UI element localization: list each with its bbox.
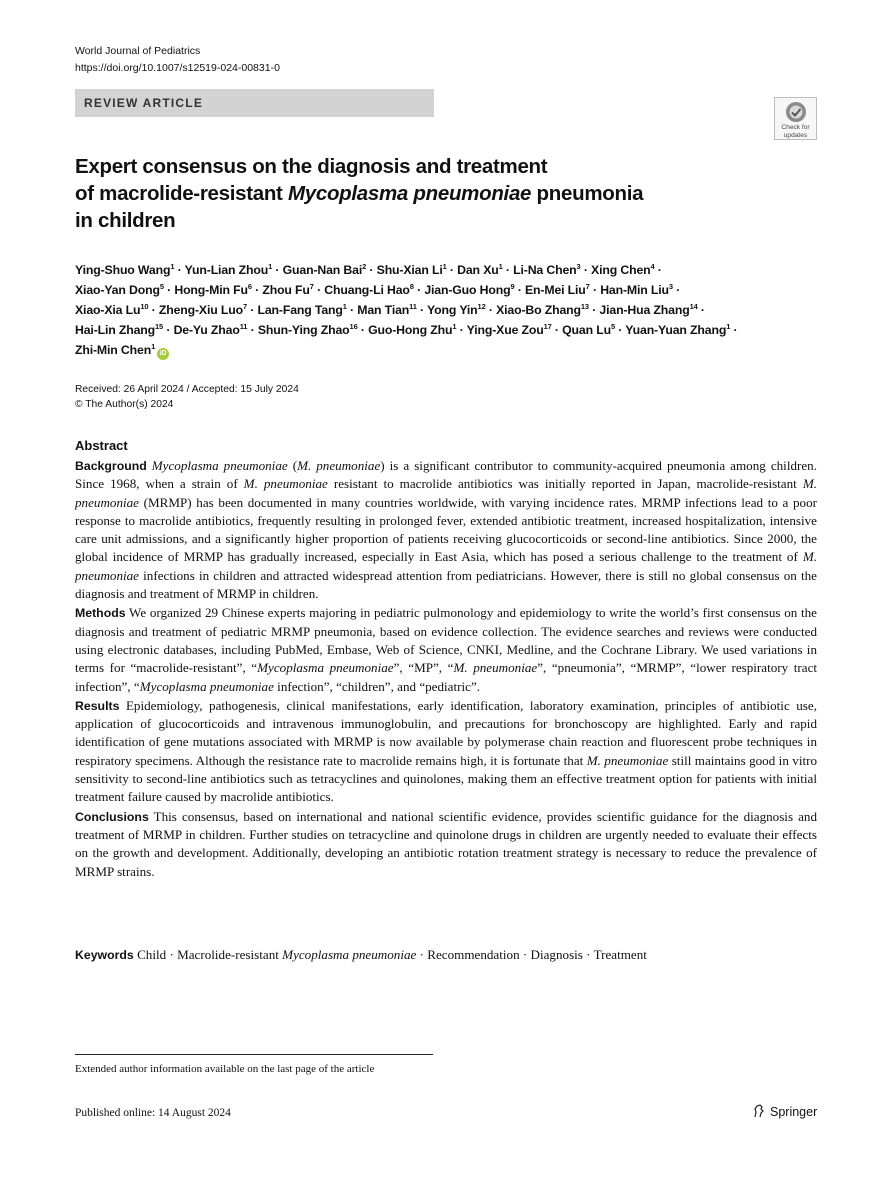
check-for-updates-line1: Check for xyxy=(781,124,810,131)
author-affiliation-number: 12 xyxy=(477,302,486,311)
author-name: Jian-Guo Hong xyxy=(424,283,511,297)
author-separator: · xyxy=(357,323,369,337)
author-separator: · xyxy=(615,323,626,337)
publisher-logo xyxy=(752,1104,817,1120)
author-separator: · xyxy=(588,303,600,317)
published-online-date: Published online: 14 August 2024 xyxy=(75,1107,231,1119)
author-separator: · xyxy=(346,303,358,317)
author-affiliation-number: 1 xyxy=(268,262,273,271)
author-affiliation-number: 5 xyxy=(610,322,615,331)
abstract-text-fragment: M. pneumoniae xyxy=(297,458,381,473)
abstract-text-fragment: M. pneumoniae xyxy=(75,549,817,583)
abstract-section-background xyxy=(75,457,817,603)
keyword-fragment: Mycoplasma pneumoniae xyxy=(282,947,417,962)
author-affiliation-number: 1 xyxy=(726,322,731,331)
author-line xyxy=(75,280,835,300)
author-separator: · xyxy=(163,323,174,337)
author-name: De-Yu Zhao xyxy=(173,323,240,337)
abstract-text-fragment: This consensus, based on international and national scientific evidence, provides scientific guidance for the diagnosis and treatment of MRMP in children. Further studies on tetracycline and quinolone drugs in children are urgently needed to evaluate their effects on the growth and development. Additionally, developing an antibiotic rotation treatment strategy is necessary to reduce the prevalence of MRMP strains. xyxy=(75,808,817,879)
abstract-text-fragment: M. pneumoniae xyxy=(243,476,328,492)
title-line-2 xyxy=(75,180,695,207)
author-name: Hai-Lin Zhang xyxy=(75,323,156,337)
abstract-body xyxy=(75,457,817,882)
author-affiliation-number: 1 xyxy=(170,262,175,271)
abstract-text-fragment: ( xyxy=(287,458,298,473)
author-name: Zheng-Xiu Luo xyxy=(158,303,243,317)
author-separator: · xyxy=(502,263,514,277)
abstract-section-label: Results xyxy=(75,698,120,713)
author-name: Quan Lu xyxy=(562,323,611,337)
author-name: Hong-Min Fu xyxy=(174,283,248,297)
author-affiliation-number: 1 xyxy=(442,262,447,271)
abstract-text-fragment: resistant to macrolide antibiotics was initially reported in Japan, macrolide-resistant xyxy=(327,476,803,492)
author-name: Shun-Ying Zhao xyxy=(257,323,350,337)
author-name: Li-Na Chen xyxy=(513,263,577,277)
author-separator: · xyxy=(551,323,563,337)
author-name: Xiao-Bo Zhang xyxy=(496,303,581,317)
author-name: Yun-Lian Zhou xyxy=(184,263,269,277)
author-affiliation-number: 15 xyxy=(155,322,164,331)
article-type-label: REVIEW ARTICLE xyxy=(75,89,434,117)
author-separator: · xyxy=(580,263,592,277)
abstract-heading: Abstract xyxy=(75,438,128,453)
author-separator: · xyxy=(514,283,525,297)
doi-link[interactable]: https://doi.org/10.1007/s12519-024-00831-0 xyxy=(75,62,280,74)
author-affiliation-number: 7 xyxy=(309,282,314,291)
author-name: Lan-Fang Tang xyxy=(257,303,343,317)
footnote-divider xyxy=(75,1054,433,1055)
author-affiliation-number: 1 xyxy=(342,302,347,311)
author-affiliation-number: 1 xyxy=(151,342,156,351)
author-separator: · xyxy=(313,283,325,297)
author-affiliation-number: 6 xyxy=(247,282,252,291)
abstract-text-fragment: M. pneumoniae xyxy=(453,660,538,676)
author-affiliation-number: 8 xyxy=(409,282,414,291)
check-for-updates-line2: updates xyxy=(783,132,808,139)
author-separator: · xyxy=(272,263,283,277)
author-name: En-Mei Liu xyxy=(525,283,586,297)
author-line xyxy=(75,320,835,340)
author-separator: · xyxy=(730,323,738,337)
author-affiliation-number: 11 xyxy=(239,322,248,331)
abstract-text-fragment: Mycoplasma pneumoniae xyxy=(151,458,288,473)
abstract-text-fragment: infection”, “children”, and “pediatric”. xyxy=(273,678,481,694)
author-separator: · xyxy=(446,263,458,277)
author-affiliation-number: 3 xyxy=(668,282,673,291)
author-separator: · xyxy=(148,303,159,317)
author-affiliation-number: 17 xyxy=(543,322,552,331)
author-name: Yong Yin xyxy=(427,303,478,317)
author-name: Zhi-Min Chen xyxy=(75,343,152,357)
abstract-text-fragment: ) is a significant contributor to community-acquired pneumonia among children. Since 1968, when a strain of xyxy=(75,458,817,492)
abstract-text-fragment: M. pneumoniae xyxy=(586,752,669,768)
author-affiliation-number: 7 xyxy=(242,302,247,311)
author-separator: · xyxy=(589,283,601,297)
keyword-fragment: · Recommendation · Diagnosis · Treatment xyxy=(416,947,647,962)
abstract-section-results xyxy=(75,697,817,807)
article-dates xyxy=(75,382,299,412)
author-list xyxy=(75,260,835,360)
title-line-2-start: of macrolide-resistant xyxy=(75,182,288,205)
author-separator: · xyxy=(672,283,681,297)
author-name: Zhou Fu xyxy=(262,283,310,297)
abstract-text-fragment: infections in children and attracted widespread attention from pediatricians. However, there is still no global consensus on the diagnosis and treatment of MRMP in children. xyxy=(75,567,817,602)
title-line-1: Expert consensus on the diagnosis and treatment xyxy=(75,155,548,178)
footnote: Extended author information available on the last page of the article xyxy=(75,1063,375,1075)
author-affiliation-number: 2 xyxy=(362,262,367,271)
author-affiliation-number: 13 xyxy=(580,302,589,311)
author-separator: · xyxy=(413,283,425,297)
publisher-name: Springer xyxy=(770,1105,818,1119)
author-name: Han-Min Liu xyxy=(600,283,669,297)
paper-title xyxy=(75,153,695,234)
author-separator: · xyxy=(174,263,185,277)
author-name: Dan Xu xyxy=(457,263,499,277)
author-affiliation-number: 3 xyxy=(576,262,581,271)
author-separator: · xyxy=(247,323,258,337)
journal-name: World Journal of Pediatrics xyxy=(75,45,201,57)
abstract-text-fragment: Epidemiology, pathogenesis, clinical manifestations, early identification, laboratory examination, principles of antibiotic use, application of glucocorticoids and intravenous immunoglobulin, and precautions for bronchoscopy are highlighted. Early and rapid identification of gene mutations associated with MRMP is now available by polymerase chain reaction and fluorescent probe techniques in respiratory specimens. Although the resistance rate to macrolide remains high, it is fortunate that xyxy=(75,697,817,768)
abstract-text-fragment: (MRMP) has been documented in many countries worldwide, with varying incidence rates. MRMP infections lead to a poor response to macrolide antibiotics, frequently resulting in prolonged fever, extended antibiotic treatment, increased hospitalization, intensive care unit admissions, and a significantly higher proportion of patients receiving glucocorticoids or second-line antibiotics. Since 2000, the global incidence of MRMP has gradually increased, especially in East Asia, which has posed a serious challenge to the treatment of xyxy=(75,494,817,565)
abstract-text-fragment: We organized 29 Chinese experts majoring in pediatric pulmonology and epidemiology to write the world’s first consensus on the diagnosis and treatment of pediatric MRMP pneumonia, based on evidence collection. The evidence searches and reviews were conducted using electronic databases, including PubMed, Embase, Web of Science, CNKI, Medline, and the Cochrane Library. We used variations in terms for “macrolide-resistant”, “ xyxy=(75,605,817,676)
author-name: Man Tian xyxy=(357,303,410,317)
abstract-text-fragment: Mycoplasma pneumoniae xyxy=(257,660,394,676)
check-for-updates-badge[interactable] xyxy=(774,97,817,140)
author-name: Yuan-Yuan Zhang xyxy=(625,323,727,337)
author-affiliation-number: 1 xyxy=(452,322,457,331)
abstract-text-fragment: Mycoplasma pneumoniae xyxy=(139,678,274,694)
abstract-section-label: Methods xyxy=(75,606,126,621)
abstract-text-fragment: ”, “pneumonia”, “MRMP”, “lower respiratory tract infection”, “ xyxy=(75,660,818,694)
author-name: Ying-Xue Zou xyxy=(466,323,544,337)
author-separator: · xyxy=(247,303,258,317)
author-affiliation-number: 16 xyxy=(349,322,358,331)
author-name: Shu-Xian Li xyxy=(376,263,443,277)
title-line-3: in children xyxy=(75,209,176,232)
journal-header xyxy=(75,43,280,77)
abstract-section-conclusions xyxy=(75,808,817,881)
author-affiliation-number: 11 xyxy=(409,302,417,311)
author-separator: · xyxy=(456,323,467,337)
author-name: Guan-Nan Bai xyxy=(282,263,363,277)
keywords xyxy=(75,946,647,964)
author-affiliation-number: 1 xyxy=(498,262,503,271)
check-for-updates-icon xyxy=(785,101,807,123)
author-name: Chuang-Li Hao xyxy=(324,283,410,297)
author-separator: · xyxy=(697,303,705,317)
author-separator: · xyxy=(416,303,428,317)
keywords-label: Keywords xyxy=(75,948,134,962)
author-affiliation-number: 5 xyxy=(159,282,164,291)
springer-horse-icon xyxy=(752,1104,766,1118)
author-line xyxy=(75,260,835,280)
orcid-icon[interactable]: iD xyxy=(157,348,169,360)
copyright-notice: © The Author(s) 2024 xyxy=(75,399,174,410)
author-name: Xing Chen xyxy=(591,263,651,277)
author-separator: · xyxy=(366,263,377,277)
author-affiliation-number: 9 xyxy=(510,282,515,291)
author-affiliation-number: 14 xyxy=(689,302,698,311)
author-line xyxy=(75,300,835,320)
abstract-text-fragment: ”, “MP”, “ xyxy=(393,660,454,676)
keyword-fragment: Child · Macrolide-resistant xyxy=(137,947,283,962)
author-name: Xiao-Xia Lu xyxy=(75,303,141,317)
received-accepted-dates: Received: 26 April 2024 / Accepted: 15 July 2024 xyxy=(75,384,299,395)
abstract-section-methods xyxy=(75,604,817,695)
author-name: Ying-Shuo Wang xyxy=(75,263,171,277)
author-name: Jian-Hua Zhang xyxy=(599,303,690,317)
abstract-text-fragment: M. pneumoniae xyxy=(75,476,817,510)
author-line xyxy=(75,340,835,360)
author-affiliation-number: 7 xyxy=(585,282,590,291)
author-name: Xiao-Yan Dong xyxy=(75,283,160,297)
author-separator: · xyxy=(163,283,175,297)
author-separator: · xyxy=(251,283,263,297)
abstract-section-label: Background xyxy=(75,459,147,473)
author-separator: · xyxy=(485,303,497,317)
title-line-2-end: pneumonia xyxy=(531,182,644,205)
keywords-text xyxy=(137,947,647,962)
abstract-text-fragment: still maintains good in vitro sensitivity to second-line antibiotics such as tetracyclines and quinolones, making them an effective treatment option for patients with initial treatment failure caused by macrolide antibiotics. xyxy=(75,752,818,805)
author-name: Guo-Hong Zhu xyxy=(368,323,453,337)
title-organism-name: Mycoplasma pneumoniae xyxy=(287,182,532,205)
abstract-section-label: Conclusions xyxy=(75,809,149,824)
author-separator: · xyxy=(654,263,662,277)
author-affiliation-number: 10 xyxy=(140,302,149,311)
author-affiliation-number: 4 xyxy=(650,262,655,271)
